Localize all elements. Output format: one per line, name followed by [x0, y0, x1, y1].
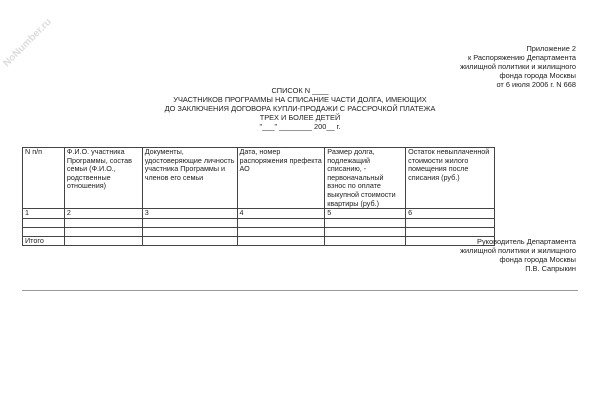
- signature-name: П.В. Сапрыкин: [525, 264, 576, 273]
- watermark: NoNumber.ru: [1, 16, 54, 70]
- document-title: [0, 86, 600, 131]
- table-row: [23, 227, 495, 236]
- table-cell: [406, 227, 495, 236]
- title-line: СПИСОК N ____: [271, 86, 329, 95]
- table-cell: [325, 236, 406, 246]
- table-cell: 5: [325, 209, 406, 219]
- table-cell: [64, 218, 142, 227]
- table-cell: [23, 227, 65, 236]
- signature-line: Руководитель Департамента: [477, 237, 576, 246]
- table-cell: 4: [237, 209, 325, 219]
- table-cell: [237, 236, 325, 246]
- header-cell: Остаток невыплаченной стоимости жилого помещения после списания (руб.): [406, 148, 495, 209]
- table-cell: [406, 218, 495, 227]
- signature-block: [460, 237, 576, 273]
- title-date-line: "___" ________ 200__ г.: [259, 122, 341, 131]
- table-cell: [142, 227, 237, 236]
- table-cell: 2: [64, 209, 142, 219]
- appendix-header: [460, 44, 576, 89]
- table-cell: [325, 218, 406, 227]
- header-cell: N п/п: [23, 148, 65, 209]
- table-cell: 1: [23, 209, 65, 219]
- table-cell: 6: [406, 209, 495, 219]
- table-cell: [142, 218, 237, 227]
- table-cell: [237, 218, 325, 227]
- table-row: [23, 218, 495, 227]
- table-cell: [325, 227, 406, 236]
- title-line: ТРЕХ И БОЛЕЕ ДЕТЕЙ: [259, 113, 341, 122]
- appendix-line: к Распоряжению Департамента: [467, 53, 576, 62]
- participants-table: [22, 147, 495, 246]
- signature-line: жилищной политики и жилищного: [460, 246, 576, 255]
- header-cell: Дата, номер распоряжения префекта АО: [237, 148, 325, 209]
- table-header-row: [23, 148, 495, 209]
- column-number-row: [23, 209, 495, 219]
- signature-line: фонда города Москвы: [499, 255, 576, 264]
- table-cell: 3: [142, 209, 237, 219]
- table-cell: [142, 236, 237, 246]
- divider: [22, 290, 578, 291]
- appendix-line: жилищной политики и жилищного: [460, 62, 576, 71]
- total-row: [23, 236, 495, 246]
- table-cell: [23, 218, 65, 227]
- table-cell: [64, 227, 142, 236]
- title-line: УЧАСТНИКОВ ПРОГРАММЫ НА СПИСАНИЕ ЧАСТИ ДОЛГА, ИМЕЮЩИХ: [173, 95, 427, 104]
- appendix-line: Приложение 2: [526, 44, 576, 53]
- table-cell: [237, 227, 325, 236]
- total-label: Итого: [23, 236, 65, 246]
- title-line: ДО ЗАКЛЮЧЕНИЯ ДОГОВОРА КУПЛИ-ПРОДАЖИ С РАССРОЧКОЙ ПЛАТЕЖА: [164, 104, 436, 113]
- header-cell: Размер долга, подлежащий списанию, - первоначальный взнос по оплате выкупной стоимости квартиры (руб.): [325, 148, 406, 209]
- header-cell: Документы, удостоверяющие личность участника Программы и членов его семьи: [142, 148, 237, 209]
- table-cell: [64, 236, 142, 246]
- appendix-line: фонда города Москвы: [499, 71, 576, 80]
- header-cell: Ф.И.О. участника Программы, состав семьи (Ф.И.О., родственные отношения): [64, 148, 142, 209]
- appendix-line: от 6 июля 2006 г. N 668: [496, 80, 576, 89]
